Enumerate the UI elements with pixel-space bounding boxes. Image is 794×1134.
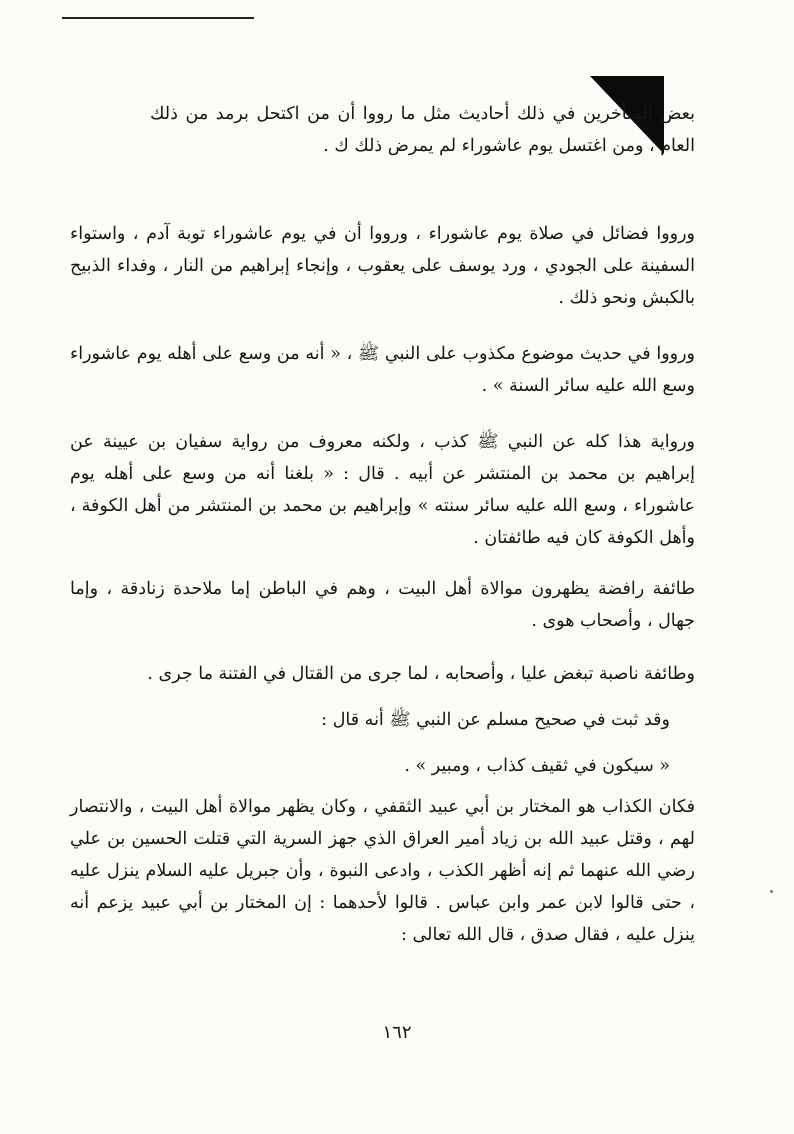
scan-speck <box>770 890 773 893</box>
paragraph-4: ورواية هذا كله عن النبي ﷺ كذب ، ولكنه معروف من رواية سفيان بن عيينة عن إبراهيم بن محمد بن المنتشر عن أبيه . قال : « بلغنا أنه من وسع على أهله يوم عاشوراء ، وسع الله عليه سائر سنته » وإبراهيم بن محمد بن المنتشر من أهل الكوفة ، وأهل الكوفة كان فيه طائفتان . <box>70 432 695 548</box>
paragraph-3: ورووا في حديث موضوع مكذوب على النبي ﷺ ، « أنه من وسع على أهله يوم عاشوراء وسع الله عليه سائر السنة » . <box>70 344 695 396</box>
paragraph-5: طائفة رافضة يظهرون موالاة أهل البيت ، وهم في الباطن إما ملاحدة زنادقة ، وإما جهال ، وأصحاب هوى . <box>70 579 695 631</box>
paragraph-2: ورووا فضائل في صلاة يوم عاشوراء ، ورووا أن في يوم عاشوراء توبة آدم ، واستواء السفينة على الجودي ، ورد يوسف على يعقوب ، وإنجاء إبراهيم من النار ، وفداء الذبيح بالكبش ونحو ذلك . <box>70 224 695 308</box>
top-rule <box>62 17 254 19</box>
paragraph-6: وطائفة ناصبة تبغض عليا ، وأصحابه ، لما جرى من القتال في الفتنة ما جرى . <box>147 664 695 684</box>
paragraph-7: وقد ثبت في صحيح مسلم عن النبي ﷺ أنه قال : <box>321 710 670 730</box>
page-number: ١٦٢ <box>382 1022 412 1043</box>
paragraph-9: فكان الكذاب هو المختار بن أبي عبيد الثقفي ، وكان يظهر موالاة أهل البيت ، والانتصار لهم ، وقتل عبيد الله بن زياد أمير العراق الذي جهز السرية التي قتلت الحسين بن علي رضي الله عنهما ثم إنه أظهر الكذب ، وادعى النبوة ، وأن جبريل عليه السلام ينزل عليه ، حتى قالوا لابن عمر وابن عباس . قالوا لأحدهما : إن المختار بن أبي عبيد يزعم أنه ينزل عليه ، فقال صدق ، قال الله تعالى : <box>70 797 695 945</box>
paragraph-1: بعض المتأخرين في ذلك أحاديث مثل ما رووا أن من اكتحل برمد من ذلك العام ، ومن اغتسل يوم عاشوراء لم يمرض ذلك ك . <box>150 104 695 156</box>
paragraph-8-quote: « سيكون في ثقيف كذاب ، ومبير » . <box>404 756 670 776</box>
